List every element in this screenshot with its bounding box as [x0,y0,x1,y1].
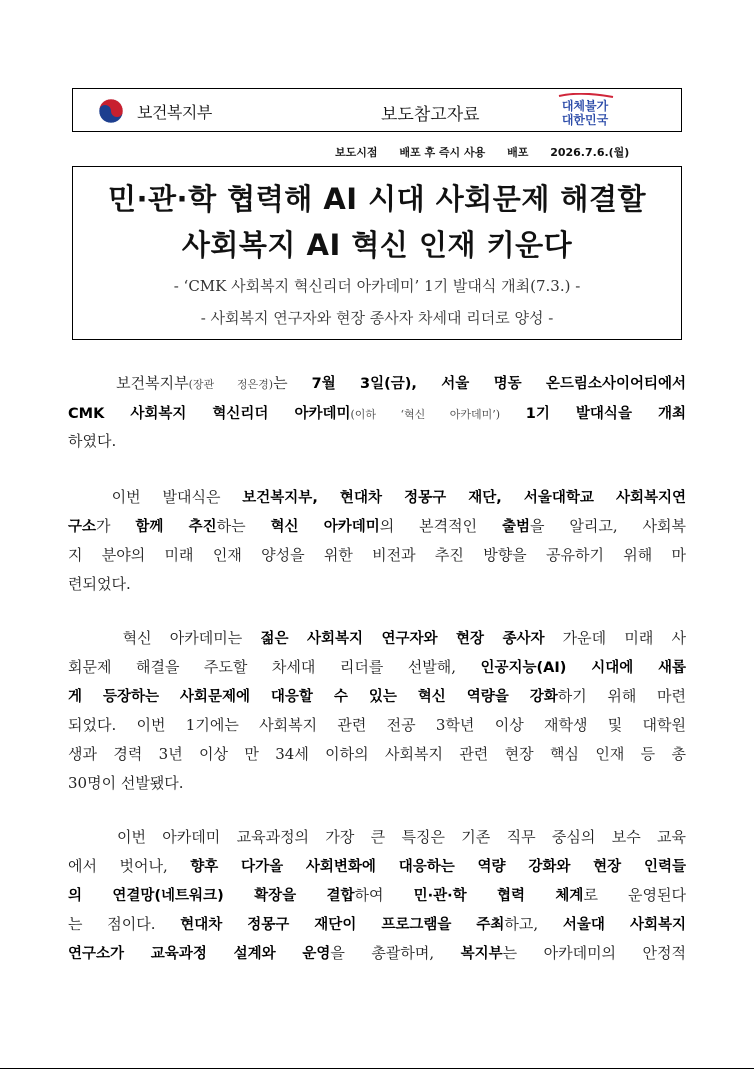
p4-line2: 에서 벗어나, 향후 다가올 사회변화에 대응하는 역량 강화와 현장 인력들 [68,857,686,875]
headline-line1: 민·관·학 협력해 AI 시대 사회문제 해결할 [108,182,646,216]
release-timing: 배포 후 즉시 사용 [399,146,486,159]
p2-line4: 련되었다. [68,575,131,593]
p2-line2: 구소가 함께 추진하는 혁신 아카데미의 본격적인 출범을 알리고, 사회복 [68,517,686,535]
title-box [72,166,682,340]
p4-line5: 연구소가 교육과정 설계와 운영을 총괄하며, 복지부는 아카데미의 안정적 [68,944,687,962]
korea-logo-line1: 대체불가 [561,99,609,113]
p3-line3: 게 등장하는 사회문제에 대응할 수 있는 혁신 역량을 강화하기 위해 마련 [68,687,686,705]
page-bottom-rule [0,1068,754,1069]
subheading-2: - 사회복지 연구자와 현장 종사자 차세대 리더로 양성 - [200,309,554,327]
release-info [335,144,629,160]
release-date: 2026.7.6.(월) [550,146,630,159]
p4-line4: 는 점이다. 현대차 정몽구 재단이 프로그램을 주최하고, 서울대 사회복지 [68,915,686,933]
ministry-name: 보건복지부 [137,103,212,122]
p3-line2: 회문제 해결을 주도할 차세대 리더를 선발해, 인공지능(AI) 시대에 새롭 [68,658,687,676]
p1-line2: CMK 사회복지 혁신리더 아카데미(이하 ‘혁신 아카데미’) 1기 발대식을 개최 [68,406,686,422]
subheading-1: - ‘CMK 사회복지 혁신리더 아카데미’ 1기 발대식 개최(7.3.) - [173,277,581,295]
korea-logo-line2: 대한민국 [561,113,609,127]
korea-slogan-logo [551,93,621,129]
p3-line4: 되었다. 이번 1기에는 사회복지 관련 전공 3학년 이상 재학생 및 대학원 [68,716,686,734]
p1-line3: 하였다. [68,432,117,450]
release-label: 보도시점 [335,146,378,159]
p3-line5: 생과 경력 3년 이상 만 34세 이하의 사회복지 관련 현장 핵심 인재 등 총 [68,745,686,763]
distribution-label: 배포 [507,146,529,159]
p3-line6: 30명이 선발됐다. [68,774,184,792]
header-banner [72,88,682,132]
p2-line1: 이번 발대식은 보건복지부, 현대차 정몽구 재단, 서울대학교 사회복지연 [111,488,687,506]
p4-line3: 의 연결망(네트워크) 확장을 결합하여 민·관·학 협력 체계로 운영된다 [68,886,686,904]
p3-line1: 혁신 아카데미는 젊은 사회복지 연구자와 현장 종사자 가운데 미래 사 [122,629,687,647]
p2-line3: 지 분야의 미래 인재 양성을 위한 비전과 추진 방향을 공유하기 위해 마 [68,546,686,564]
p4-line1: 이번 아카데미 교육과정의 가장 큰 특징은 기존 직무 중심의 보수 교육 [117,828,687,846]
headline-line2: 사회복지 AI 혁신 인재 키운다 [181,228,573,262]
document-type: 보도참고자료 [381,105,480,125]
p1-line1: 보건복지부(장관 정은경)는 7월 3일(금), 서울 명동 온드림소사이어티에서 [116,374,686,392]
